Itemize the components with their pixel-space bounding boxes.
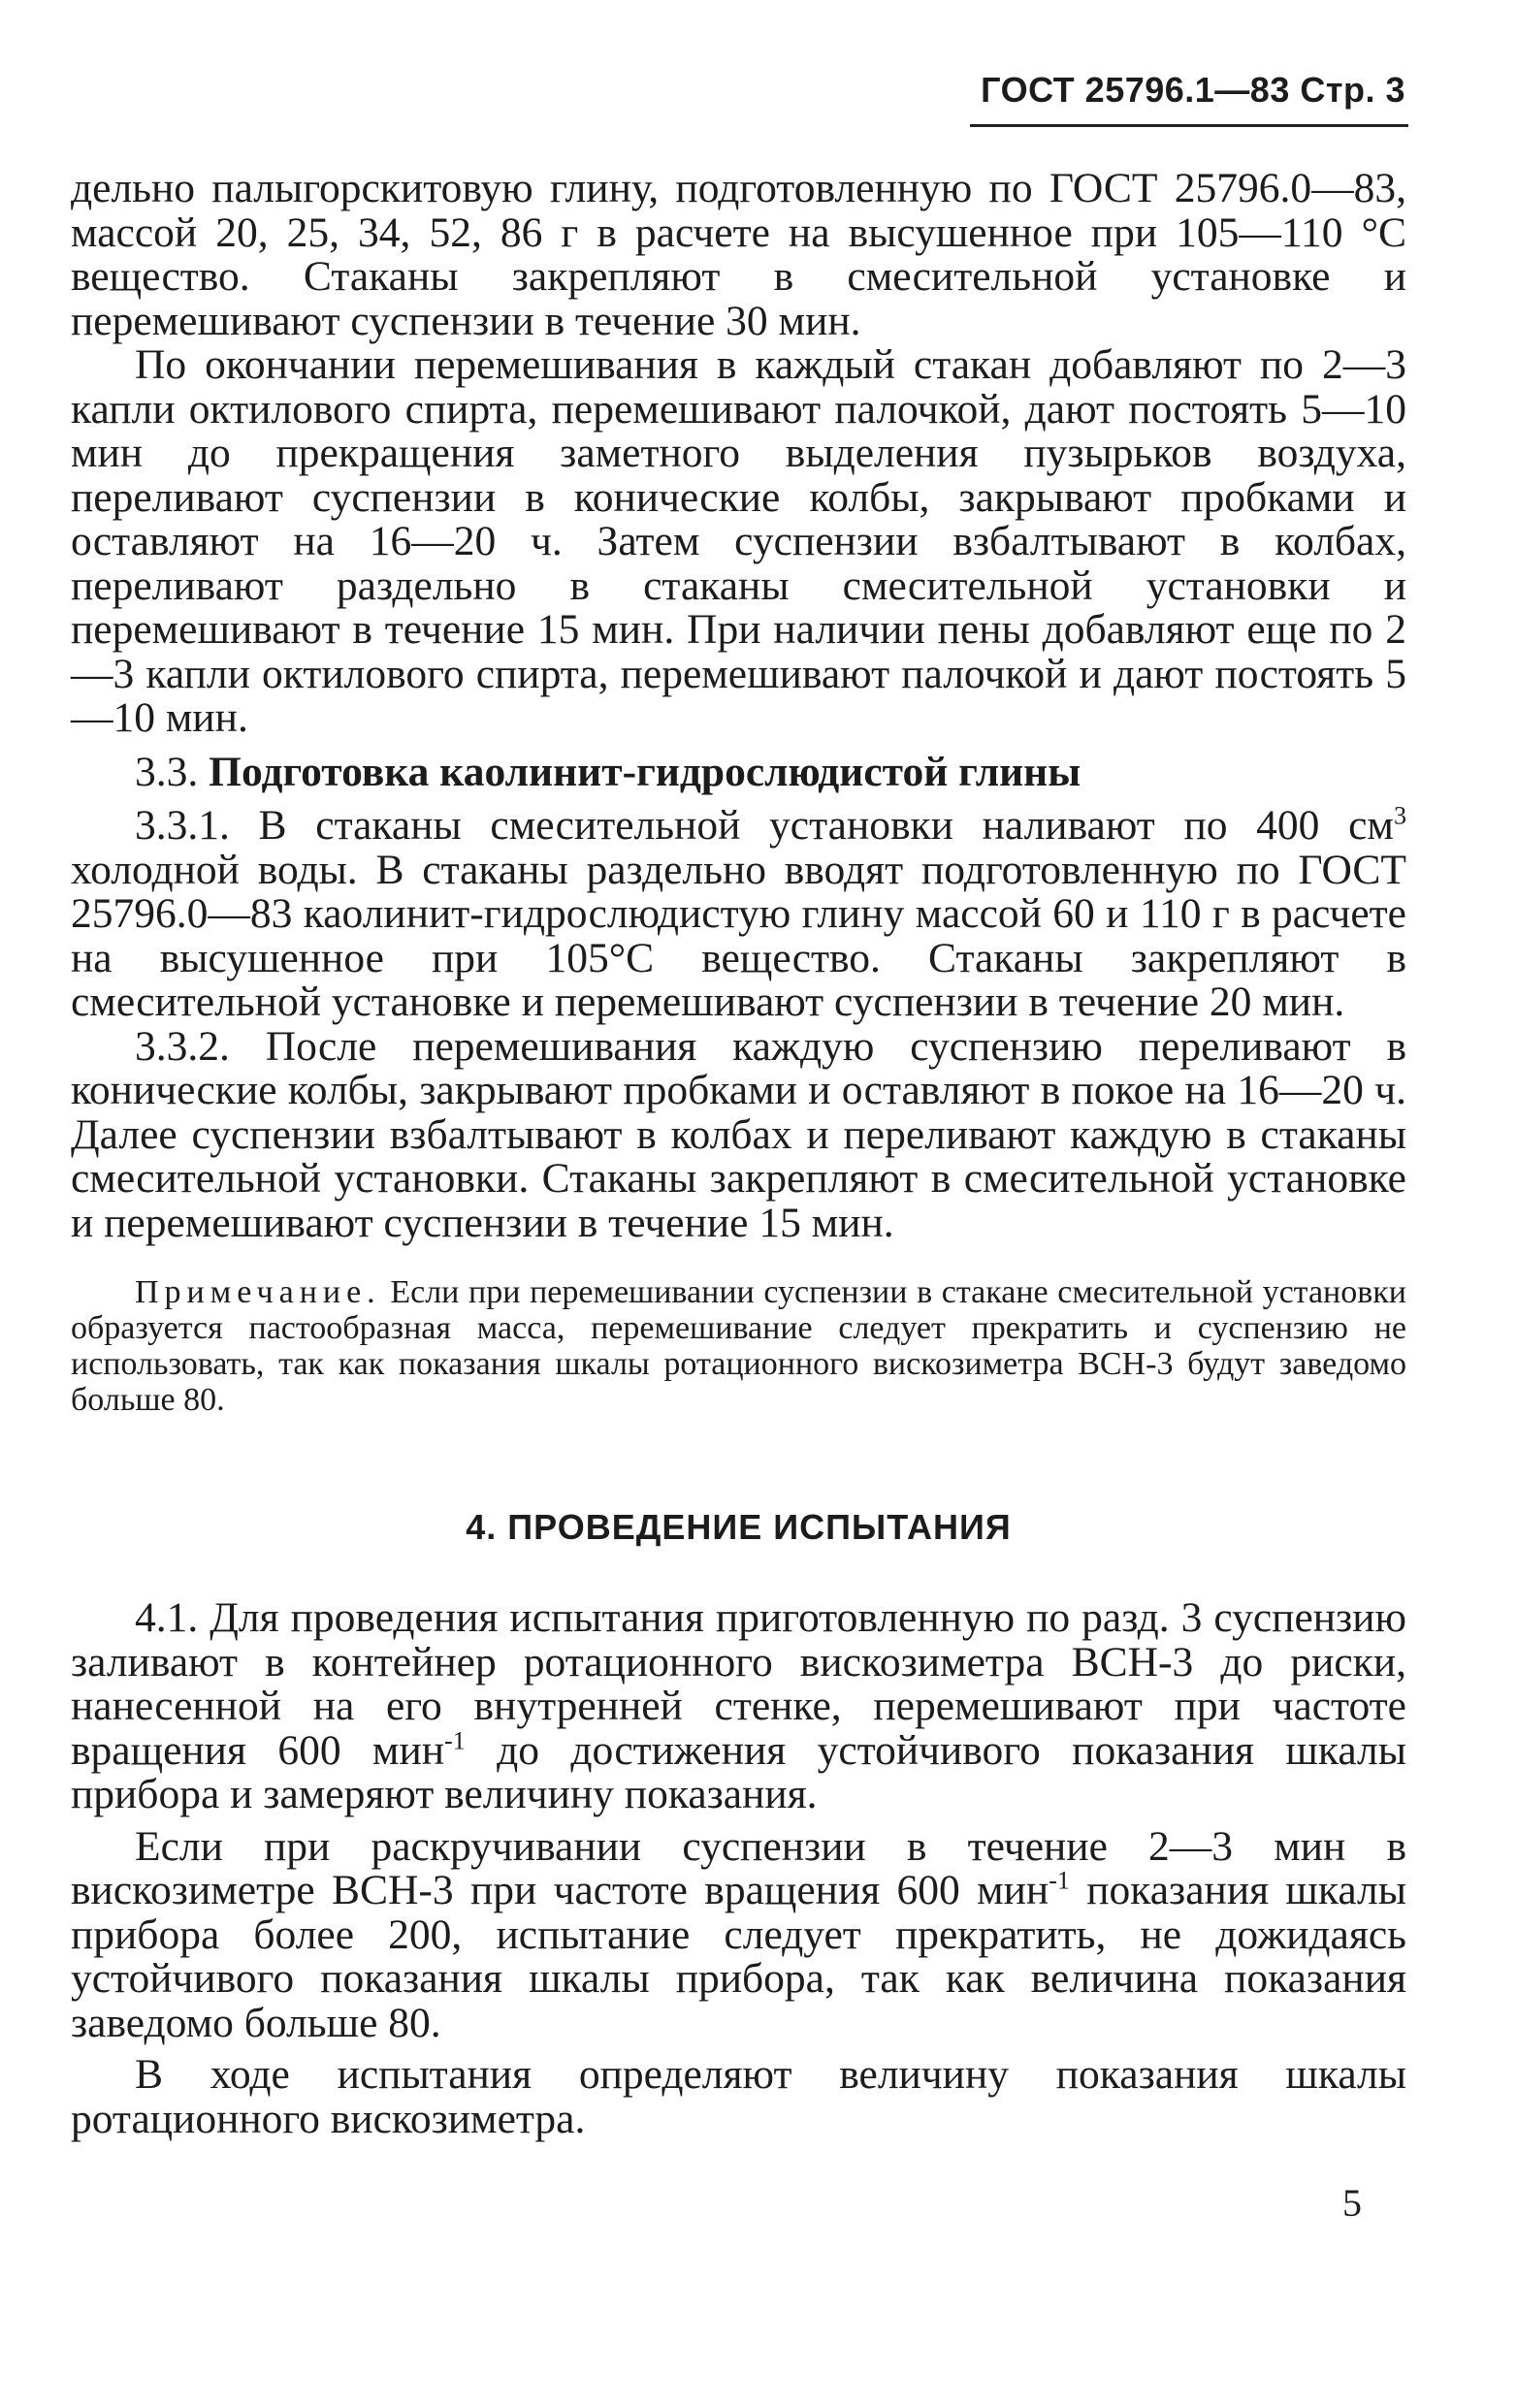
paragraph-octyl-alcohol: По окончании перемешивания в каждый стакан добавляют по 2—3 капли октилового спирта, перемешивают палочкой, дают постоять 5—10 мин до прекращения заметного выделения пузырьков воздуха, переливают суспензии в конические колбы, закрывают пробками и оставляют на 16—20 ч. Затем суспензии взбалтывают в колбах, переливают раздельно в стаканы смесительной установки и перемешивают в течение 15 мин. При наличии пены добавляют еще по 2—3 капли октилового спирта, перемешивают палочкой и дают постоять 5—10 мин. xyxy=(71,341,1406,741)
header-rule xyxy=(970,124,1408,127)
p42-superscript: -1 xyxy=(1049,1866,1070,1895)
p331-text-b: холодной воды. В стаканы раздельно вводят подготовленную по ГОСТ 25796.0—83 каолинит-гидрослюдистую глину массой 60 и 110 г в расчете на высушенное при 105°С вещество. Стаканы закрепляют в смесительной установке и перемешивают суспензии в течение 20 мин. xyxy=(71,846,1406,1025)
subsection-3-3-heading xyxy=(71,748,1406,795)
note-label: Примечание. xyxy=(135,1274,381,1310)
paragraph-4-2 xyxy=(71,1822,1406,2046)
note-block xyxy=(71,1274,1406,1418)
paragraph-4-3: В ходе испытания определяют величину показания шкалы ротационного вискозиметра. xyxy=(71,2051,1406,2142)
p42-text-a: Если при раскручивании суспензии в течение 2—3 мин в вискозиметре ВСН-3 при частоте вращения 600 мин xyxy=(71,1822,1406,1913)
paragraph-continuation: дельно палыгорскитовую глину, подготовленную по ГОСТ 25796.0—83, массой 20, 25, 34, 52, 86 г в расчете на высушенное при 105—110 °С вещество. Стаканы закрепляют в смесительной установке и перемешивают суспензии в течение 30 мин. xyxy=(71,165,1406,344)
section-4-title: 4. ПРОВЕДЕНИЕ ИСПЫТАНИЯ xyxy=(466,1507,1012,1547)
note-text: Если при перемешивании суспензии в стакане смесительной установки образуется пастообразная масса, перемешивание следует прекратить и суспензию не использовать, так как показания шкалы ротационного вискозиметра ВСН-3 будут заведомо больше 80. xyxy=(71,1274,1406,1418)
running-header: ГОСТ 25796.1—83 Стр. 3 xyxy=(981,70,1405,110)
p331-text-a: 3.3.1. В стаканы смесительной установки наливают по 400 см xyxy=(135,802,1394,849)
page-body xyxy=(71,167,1406,2141)
p42-text-b: показания шкалы прибора более 200, испытание следует прекратить, не дожидаясь устойчивого показания шкалы прибора, так как величина показания заведомо больше 80. xyxy=(71,1867,1406,2046)
subsection-3-3-number: 3.3. xyxy=(135,748,199,795)
p331-superscript: 3 xyxy=(1393,801,1406,830)
page-number: 5 xyxy=(1342,2181,1362,2225)
subsection-3-3-title: Подготовка каолинит-гидрослюдистой глины xyxy=(209,748,1081,795)
p41-superscript: -1 xyxy=(444,1726,466,1754)
p41-text-a: 4.1. Для проведения испытания приготовленную по разд. 3 суспензию заливают в контейнер ротационного вискозиметра ВСН-3 до риски, нанесенной на его внутренней стенке, перемешивают при частоте вращения 600 мин xyxy=(71,1594,1406,1774)
p41-text-b: до достижения устойчивого показания шкалы прибора и замеряют величину показания. xyxy=(71,1726,1406,1817)
paragraph-3-3-2: 3.3.2. После перемешивания каждую суспензию переливают в конические колбы, закрывают пробками и оставляют в покое на 16—20 ч. Далее суспензии взбалтывают в колбах и переливают каждую в стаканы смесительной установки. Стаканы закрепляют в смесительной установке и перемешивают суспензии в течение 15 мин. xyxy=(71,1022,1406,1246)
paragraph-3-3-1 xyxy=(71,801,1406,1025)
paragraph-4-1 xyxy=(71,1596,1406,1817)
